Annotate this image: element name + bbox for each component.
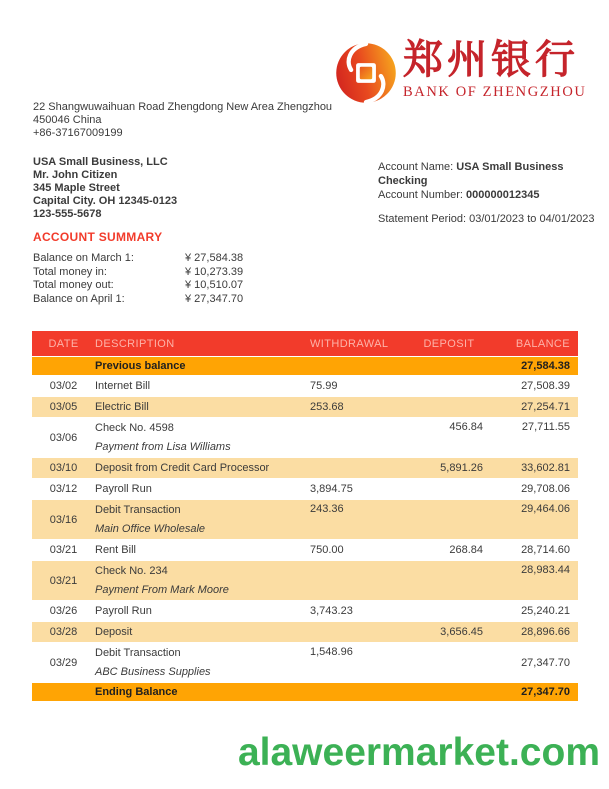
account-number-value: 000000012345	[466, 189, 540, 201]
summary-value: ¥ 10,510.07	[185, 279, 244, 291]
cell-balance: 27,711.55	[521, 421, 570, 433]
description-note: Payment from Lisa Williams	[95, 441, 231, 453]
cell-balance: 28,983.44	[521, 564, 570, 576]
description-text: Payroll Run	[95, 605, 152, 617]
summary-label: Balance on April 1:	[33, 292, 125, 305]
statement-period-row	[378, 212, 609, 226]
cell-description	[95, 379, 310, 393]
customer-address	[33, 156, 177, 221]
cell-deposit: 5,891.26	[440, 462, 483, 474]
cell-balance: 27,508.39	[521, 380, 570, 392]
description-text: Debit Transaction	[95, 504, 181, 516]
cell-withdrawal: 253.68	[310, 401, 344, 413]
account-summary	[33, 252, 275, 306]
bank-phone: +86-37167009199	[33, 127, 123, 139]
transaction-rows	[32, 357, 578, 701]
account-number-label: Account Number:	[378, 189, 467, 201]
account-number-row	[378, 188, 609, 202]
column-header: WITHDRAWAL	[310, 337, 389, 350]
customer-name: Mr. John Citizen	[33, 169, 118, 181]
cell-balance: 29,708.06	[521, 483, 570, 495]
account-name-label: Account Name:	[378, 161, 457, 173]
cell-balance: 28,714.60	[521, 544, 570, 556]
cell-description	[95, 421, 310, 454]
summary-row	[33, 266, 275, 280]
customer-phone: 123-555-5678	[33, 208, 102, 220]
description-text: Ending Balance	[95, 686, 178, 698]
table-row	[32, 643, 578, 682]
summary-balance-row	[32, 357, 578, 375]
column-header: DATE	[48, 337, 79, 350]
description-text: Electric Bill	[95, 401, 149, 413]
bank-address-line1: 22 Shangwuwaihuan Road Zhengdong New Area Zhengzhou	[33, 101, 333, 113]
description-text: Internet Bill	[95, 380, 151, 392]
description-text: Payroll Run	[95, 483, 152, 495]
account-summary-title: ACCOUNT SUMMARY	[33, 230, 163, 244]
statement-period-label: Statement Period:	[378, 213, 470, 225]
account-info	[378, 160, 609, 226]
customer-street: 345 Maple Street	[33, 182, 120, 194]
cell-description	[95, 482, 310, 496]
description-text: Deposit from Credit Card Processor	[95, 462, 270, 474]
cell-date: 03/29	[49, 656, 78, 669]
cell-balance: 27,347.70	[521, 656, 570, 669]
summary-row	[33, 252, 275, 266]
bank-name-english: BANK OF ZHENGZHOU	[403, 84, 587, 100]
cell-deposit: 456.84	[449, 421, 483, 433]
cell-date: 03/05	[49, 401, 78, 413]
column-header: BALANCE	[515, 337, 570, 350]
bank-logo	[335, 37, 587, 102]
table-row	[32, 561, 578, 600]
cell-balance: 33,602.81	[521, 462, 570, 474]
bank-address-line2: 450046 China	[33, 114, 102, 126]
summary-value: ¥ 27,347.70	[185, 292, 244, 305]
cell-balance: 27,584.38	[521, 360, 570, 372]
description-note: Payment From Mark Moore	[95, 584, 229, 596]
cell-description	[95, 685, 310, 699]
cell-withdrawal: 3,743.23	[310, 605, 353, 617]
cell-balance: 28,896.66	[521, 626, 570, 638]
cell-description	[95, 564, 310, 597]
description-note: Main Office Wholesale	[95, 523, 206, 535]
cell-description	[95, 646, 310, 679]
description-text: Debit Transaction	[95, 647, 181, 659]
customer-company: USA Small Business, LLC	[33, 156, 168, 168]
cell-description	[95, 625, 310, 639]
cell-date: 03/12	[49, 483, 78, 495]
table-row	[32, 622, 578, 642]
bank-address	[33, 101, 332, 140]
cell-withdrawal: 750.00	[310, 544, 344, 556]
watermark-text: alaweermarket.com	[237, 731, 600, 774]
cell-date: 03/28	[49, 626, 78, 638]
description-text: Check No. 234	[95, 565, 168, 577]
cell-balance: 27,347.70	[521, 686, 570, 698]
cell-description	[95, 543, 310, 557]
cell-description	[95, 503, 310, 536]
cell-description	[95, 359, 310, 373]
account-name-value: USA Small Business Checking	[378, 161, 564, 187]
description-text: Previous balance	[95, 360, 186, 372]
table-header-row	[32, 331, 578, 356]
description-text: Deposit	[95, 626, 133, 638]
table-row	[32, 601, 578, 621]
table-row	[32, 540, 578, 560]
column-header: DESCRIPTION	[95, 337, 175, 350]
cell-date: 03/06	[49, 431, 78, 444]
summary-balance-row	[32, 683, 578, 701]
cell-deposit: 268.84	[449, 544, 483, 556]
summary-value: ¥ 27,584.38	[185, 252, 244, 264]
description-text: Check No. 4598	[95, 422, 174, 434]
cell-date: 03/21	[49, 544, 78, 556]
cell-date: 03/16	[49, 513, 78, 526]
column-header: DEPOSIT	[423, 337, 475, 350]
summary-label: Total money in:	[33, 265, 107, 278]
summary-value: ¥ 10,273.39	[185, 265, 244, 278]
cell-deposit: 3,656.45	[440, 626, 483, 638]
cell-withdrawal: 3,894.75	[310, 483, 353, 495]
summary-row	[33, 279, 275, 293]
cell-description	[95, 461, 310, 475]
cell-description	[95, 400, 310, 414]
table-row	[32, 376, 578, 396]
description-note: ABC Business Supplies	[95, 666, 211, 678]
cell-withdrawal: 1,548.96	[310, 646, 353, 658]
cell-description	[95, 604, 310, 618]
account-name-row	[378, 160, 609, 188]
cell-date: 03/02	[49, 380, 78, 392]
cell-date: 03/10	[49, 462, 78, 474]
summary-row	[33, 293, 275, 307]
table-row	[32, 500, 578, 539]
cell-withdrawal: 243.36	[310, 503, 344, 515]
bank-name-chinese: 郑州银行	[403, 37, 579, 82]
cell-balance: 27,254.71	[521, 401, 570, 413]
transaction-table	[32, 331, 578, 701]
cell-balance: 29,464.06	[521, 503, 570, 515]
statement-period-value: 03/01/2023 to 04/01/2023	[469, 213, 595, 225]
table-row	[32, 418, 578, 457]
cell-date: 03/26	[49, 605, 78, 617]
cell-withdrawal: 75.99	[310, 380, 338, 392]
description-text: Rent Bill	[95, 544, 136, 556]
summary-label: Balance on March 1:	[33, 252, 134, 264]
cell-date: 03/21	[49, 574, 78, 587]
bank-logo-icon	[335, 42, 397, 104]
summary-label: Total money out:	[33, 279, 114, 291]
table-row	[32, 458, 578, 478]
table-row	[32, 397, 578, 417]
table-row	[32, 479, 578, 499]
customer-city: Capital City. OH 12345-0123	[33, 195, 178, 207]
cell-balance: 25,240.21	[521, 605, 570, 617]
